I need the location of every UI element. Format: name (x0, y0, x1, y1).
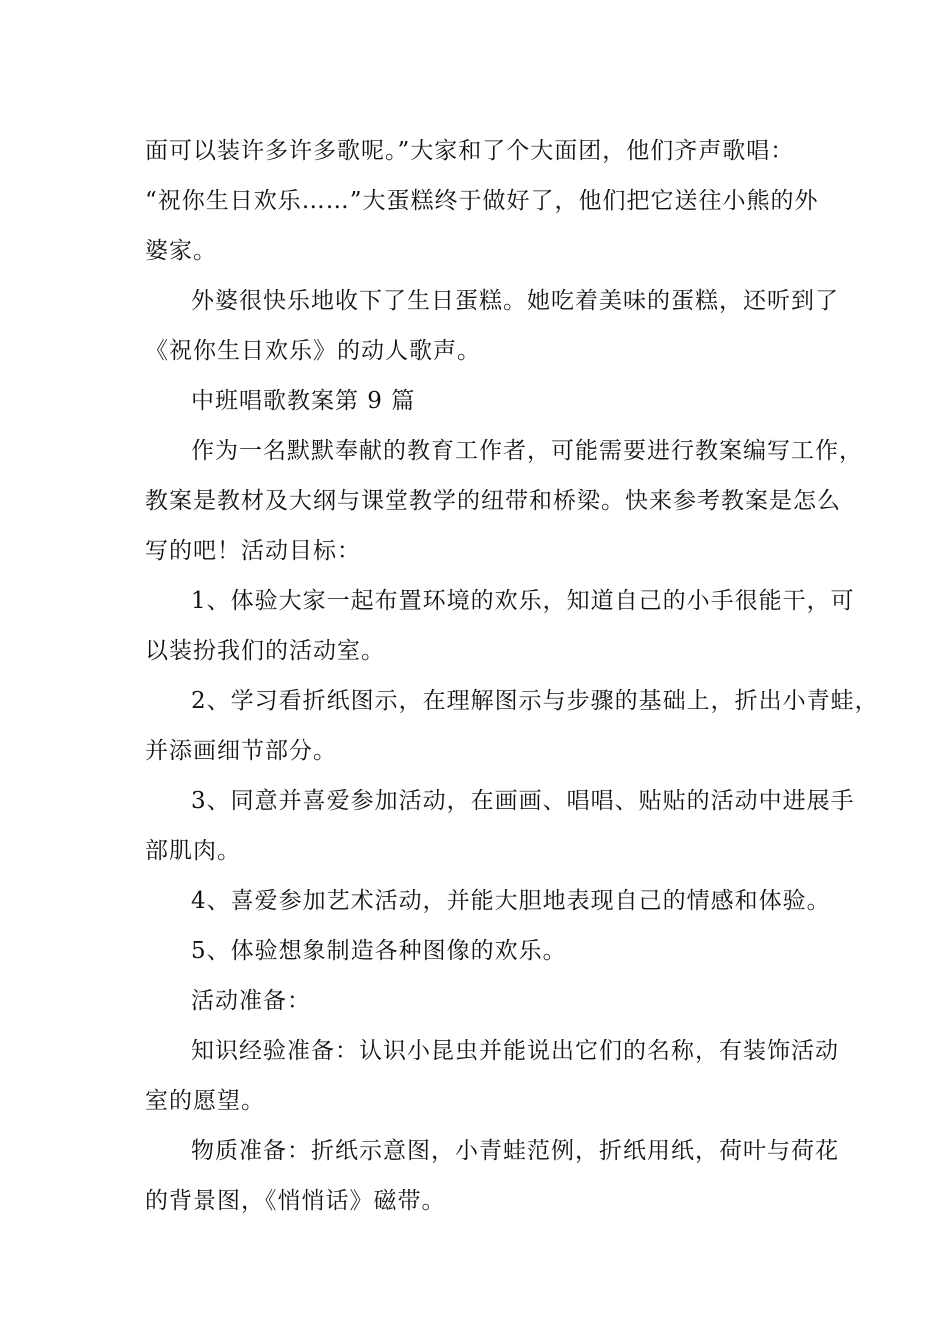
text-line: “祝你生日欢乐……”大蛋糕终于做好了，他们把它送往小熊的外 (145, 188, 819, 214)
text-line: 作为一名默默奉献的教育工作者，可能需要进行教案编写工作， (191, 438, 863, 464)
text-line: 3、同意并喜爱参加活动，在画画、唱唱、贴贴的活动中进展手 (191, 788, 855, 814)
text-line: 《祝你生日欢乐》的动人歌声。 (145, 338, 481, 364)
text-line: 物质准备：折纸示意图，小青蛙范例，折纸用纸，荷叶与荷花 (191, 1138, 839, 1164)
text-line: 以装扮我们的活动室。 (145, 638, 385, 664)
text-line: 婆家。 (145, 238, 217, 264)
text-line: 教案是教材及大纲与课堂教学的纽带和桥梁。快来参考教案是怎么 (145, 488, 841, 514)
text-line: 知识经验准备：认识小昆虫并能说出它们的名称，有装饰活动 (191, 1038, 839, 1064)
text-line: 2、学习看折纸图示，在理解图示与步骤的基础上，折出小青蛙， (191, 688, 879, 714)
text-line: 活动准备： (191, 988, 311, 1014)
text-line: 室的愿望。 (145, 1088, 265, 1114)
text-line: 部肌肉。 (145, 838, 241, 864)
text-line: 外婆很快乐地收下了生日蛋糕。她吃着美味的蛋糕，还听到了 (191, 288, 839, 314)
text-line: 并添画细节部分。 (145, 738, 337, 764)
text-line: 5、体验想象制造各种图像的欢乐。 (191, 938, 567, 964)
text-line: 面可以装许多许多歌呢。”大家和了个大面团，他们齐声歌唱： (145, 138, 795, 164)
text-line: 写的吧！活动目标： (145, 538, 361, 564)
text-line: 4、喜爱参加艺术活动，并能大胆地表现自己的情感和体验。 (191, 888, 831, 914)
text-line: 1、体验大家一起布置环境的欢乐，知道自己的小手很能干，可 (191, 588, 855, 614)
text-line: 的背景图，《悄悄话》磁带。 (145, 1188, 446, 1214)
section-heading: 中班唱歌教案第 9 篇 (191, 388, 416, 414)
